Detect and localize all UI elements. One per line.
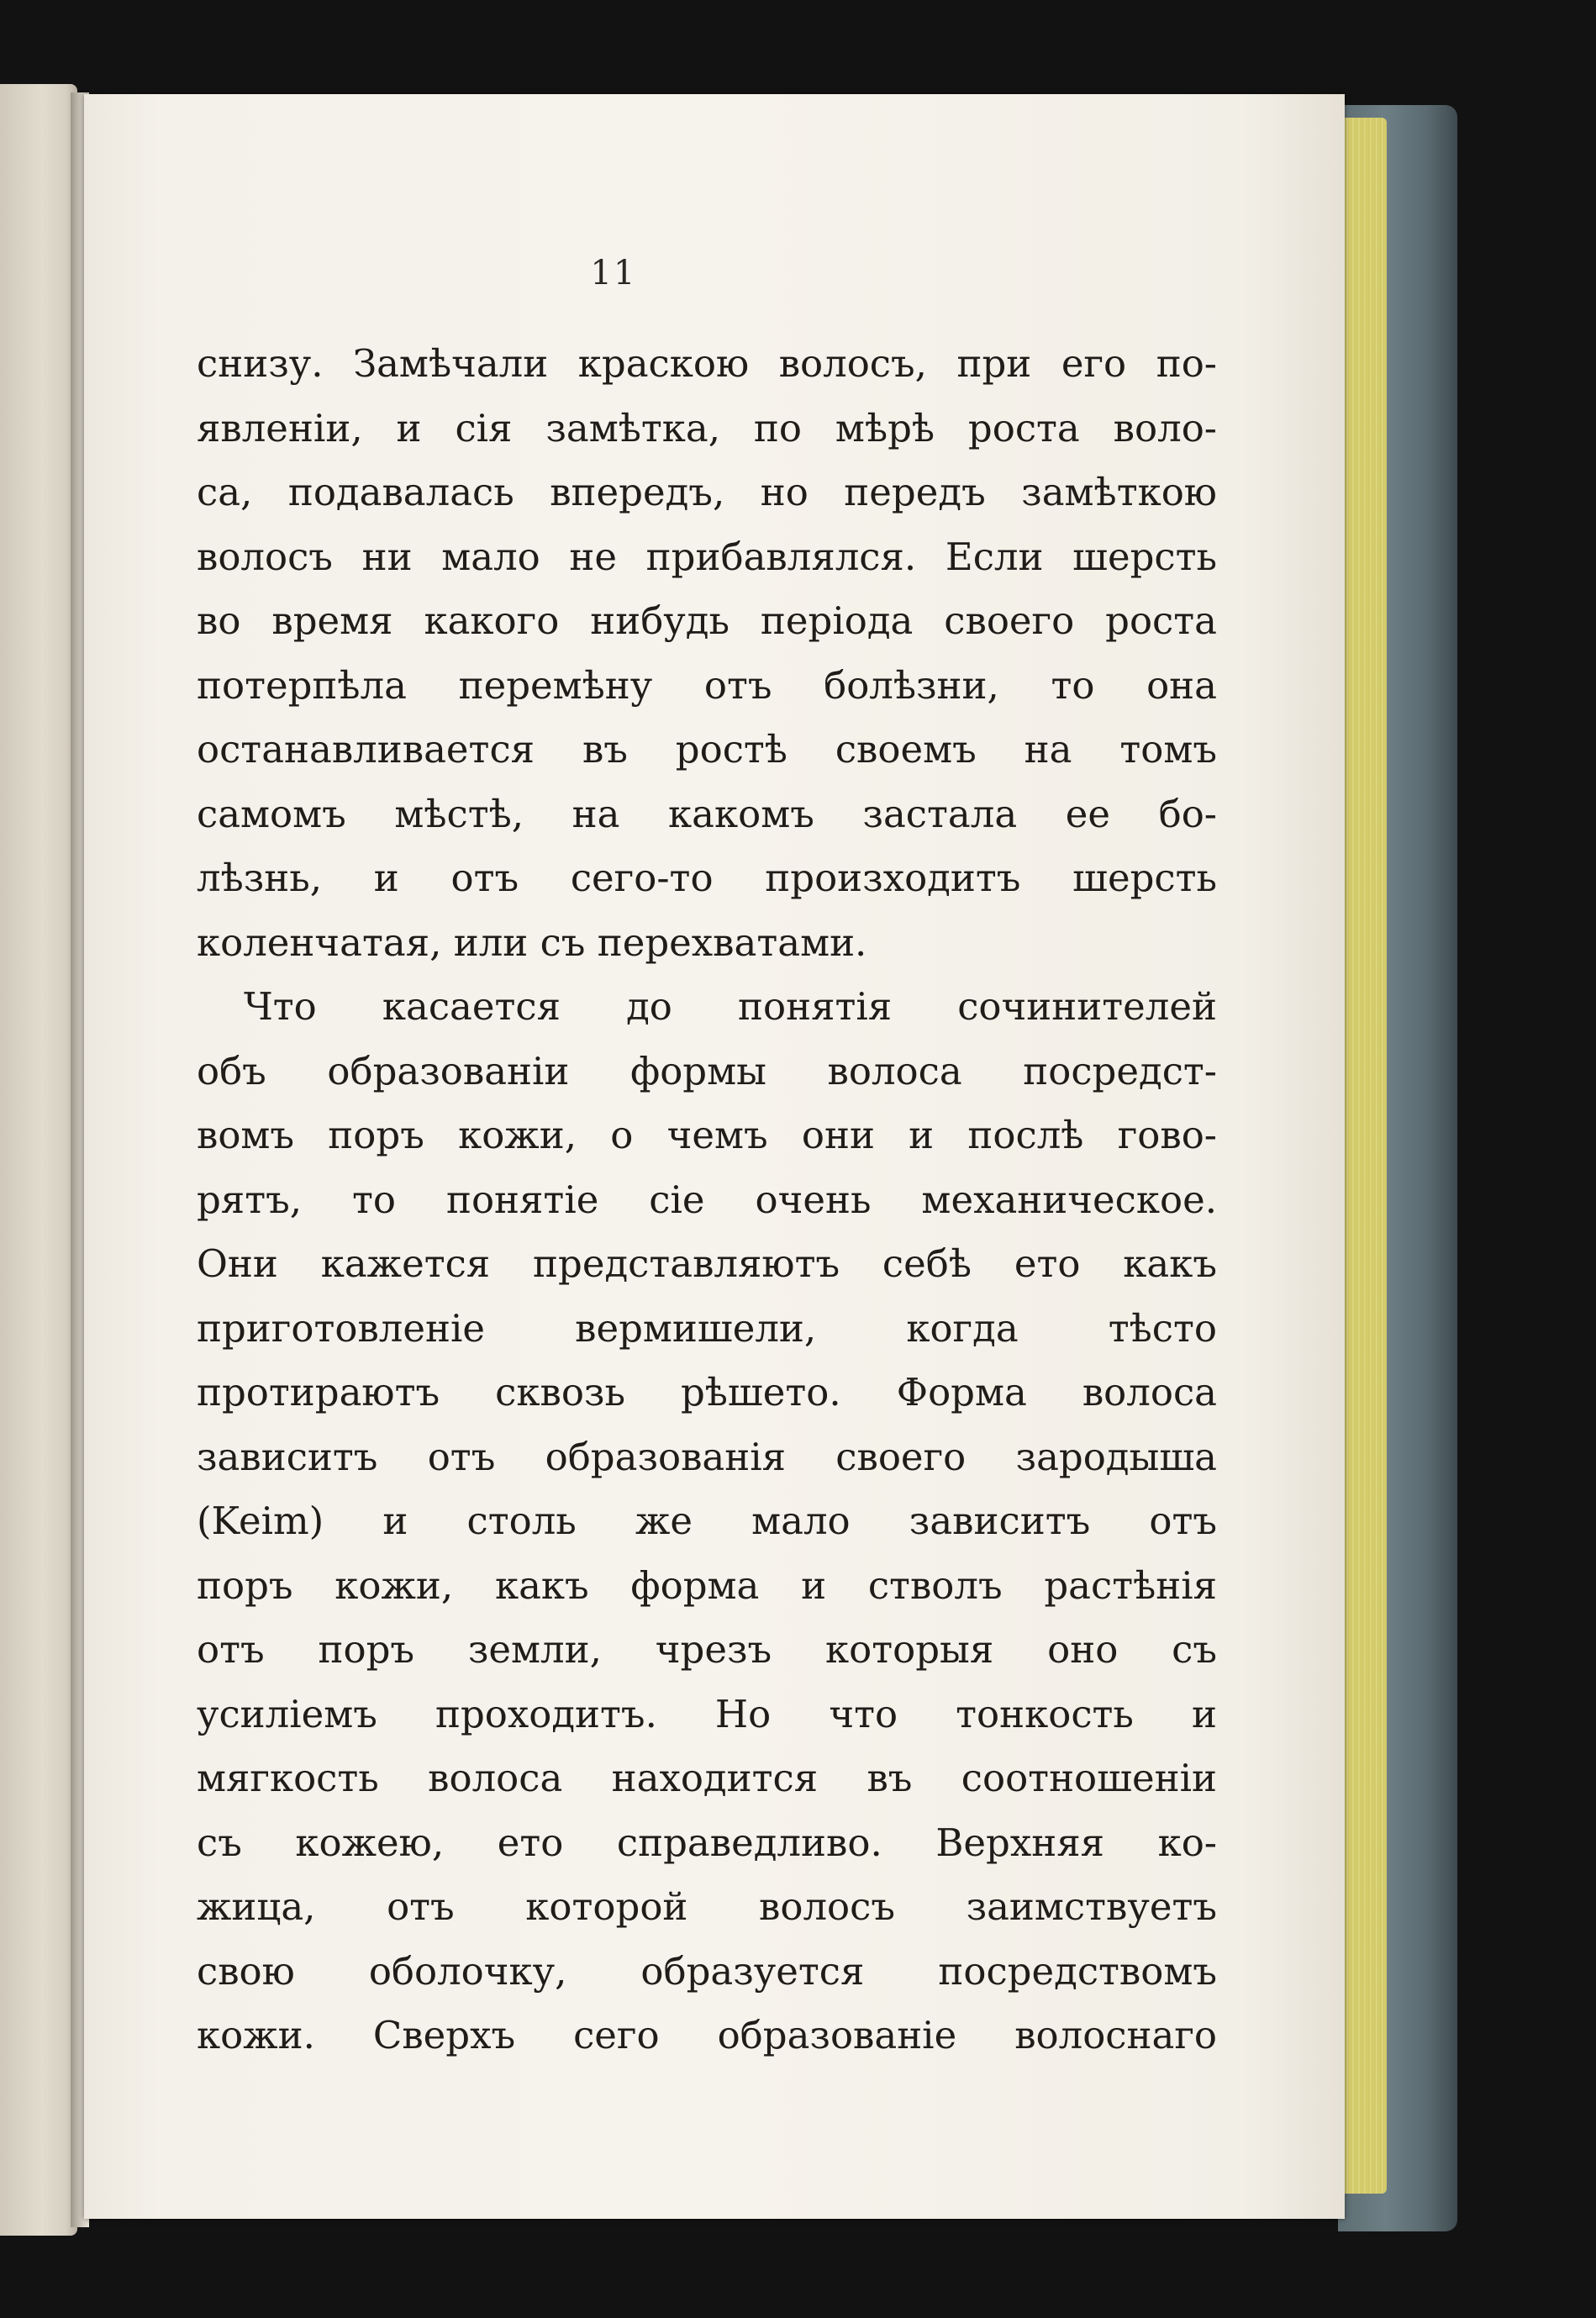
text-line: отъ поръ земли, чрезъ которыя оно съ: [197, 1627, 1217, 1672]
text-line: поръ кожи, какъ форма и стволъ растѣнія: [197, 1562, 1217, 1608]
text-line: (Keim) и столь же мало зависитъ отъ: [197, 1499, 1217, 1543]
text-line: вомъ поръ кожи, о чемъ они и послѣ гово-: [197, 1113, 1217, 1157]
text-line: мягкость волоса находится въ соотношеніи: [197, 1756, 1217, 1800]
text-line: останавливается въ ростѣ своемъ на томъ: [197, 727, 1217, 772]
text-line: лѣзнь, и отъ сего-то произходитъ шерсть: [197, 856, 1217, 900]
text-line: кожи. Сверхъ сего образованіе волоснаго: [197, 2013, 1217, 2057]
text-line: свою оболочку, образуется посредствомъ: [197, 1948, 1217, 1994]
page-number: 11: [590, 254, 637, 292]
text-line: снизу. Замѣчали краскою волосъ, при его по-: [197, 341, 1217, 386]
body-text: [197, 332, 1217, 2068]
text-line: во время какого нибудь періода своего роста: [197, 598, 1217, 643]
text-line: явленіи, и сія замѣтка, по мѣрѣ роста воло-: [197, 405, 1217, 450]
text-line: жица, отъ которой волосъ заимствуетъ: [197, 1884, 1217, 1929]
facing-page-edge: [0, 84, 77, 2236]
text-line: съ кожею, ето справедливо. Верхняя ко-: [197, 1820, 1217, 1865]
text-line: приготовленіе вермишели, когда тѣсто: [197, 1305, 1217, 1351]
text-line: зависитъ отъ образованія своего зародыша: [197, 1434, 1217, 1479]
text-line: усиліемъ проходитъ. Но что тонкость и: [197, 1691, 1217, 1736]
text-line: протираютъ сквозь рѣшето. Форма волоса: [197, 1370, 1217, 1415]
text-line: самомъ мѣстѣ, на какомъ застала ее бо-: [197, 791, 1217, 836]
text-line: рятъ, то понятіе сіе очень механическое.: [197, 1177, 1217, 1222]
text-line: объ образованіи формы волоса посредст-: [197, 1048, 1217, 1093]
text-line: волосъ ни мало не прибавлялся. Если шерсть: [197, 534, 1217, 579]
text-line: Что касается до понятія сочинителей: [244, 984, 1217, 1029]
text-line: коленчатая, или съ перехватами.: [197, 919, 867, 965]
text-line: потерпѣла перемѣну отъ болѣзни, то она: [197, 662, 1217, 708]
book-page: [84, 94, 1345, 2219]
text-line: са, подавалась впередъ, но передъ замѣткою: [197, 470, 1217, 514]
page-edges: [1343, 118, 1387, 2194]
text-line: Они кажется представляютъ себѣ ето какъ: [197, 1241, 1217, 1286]
